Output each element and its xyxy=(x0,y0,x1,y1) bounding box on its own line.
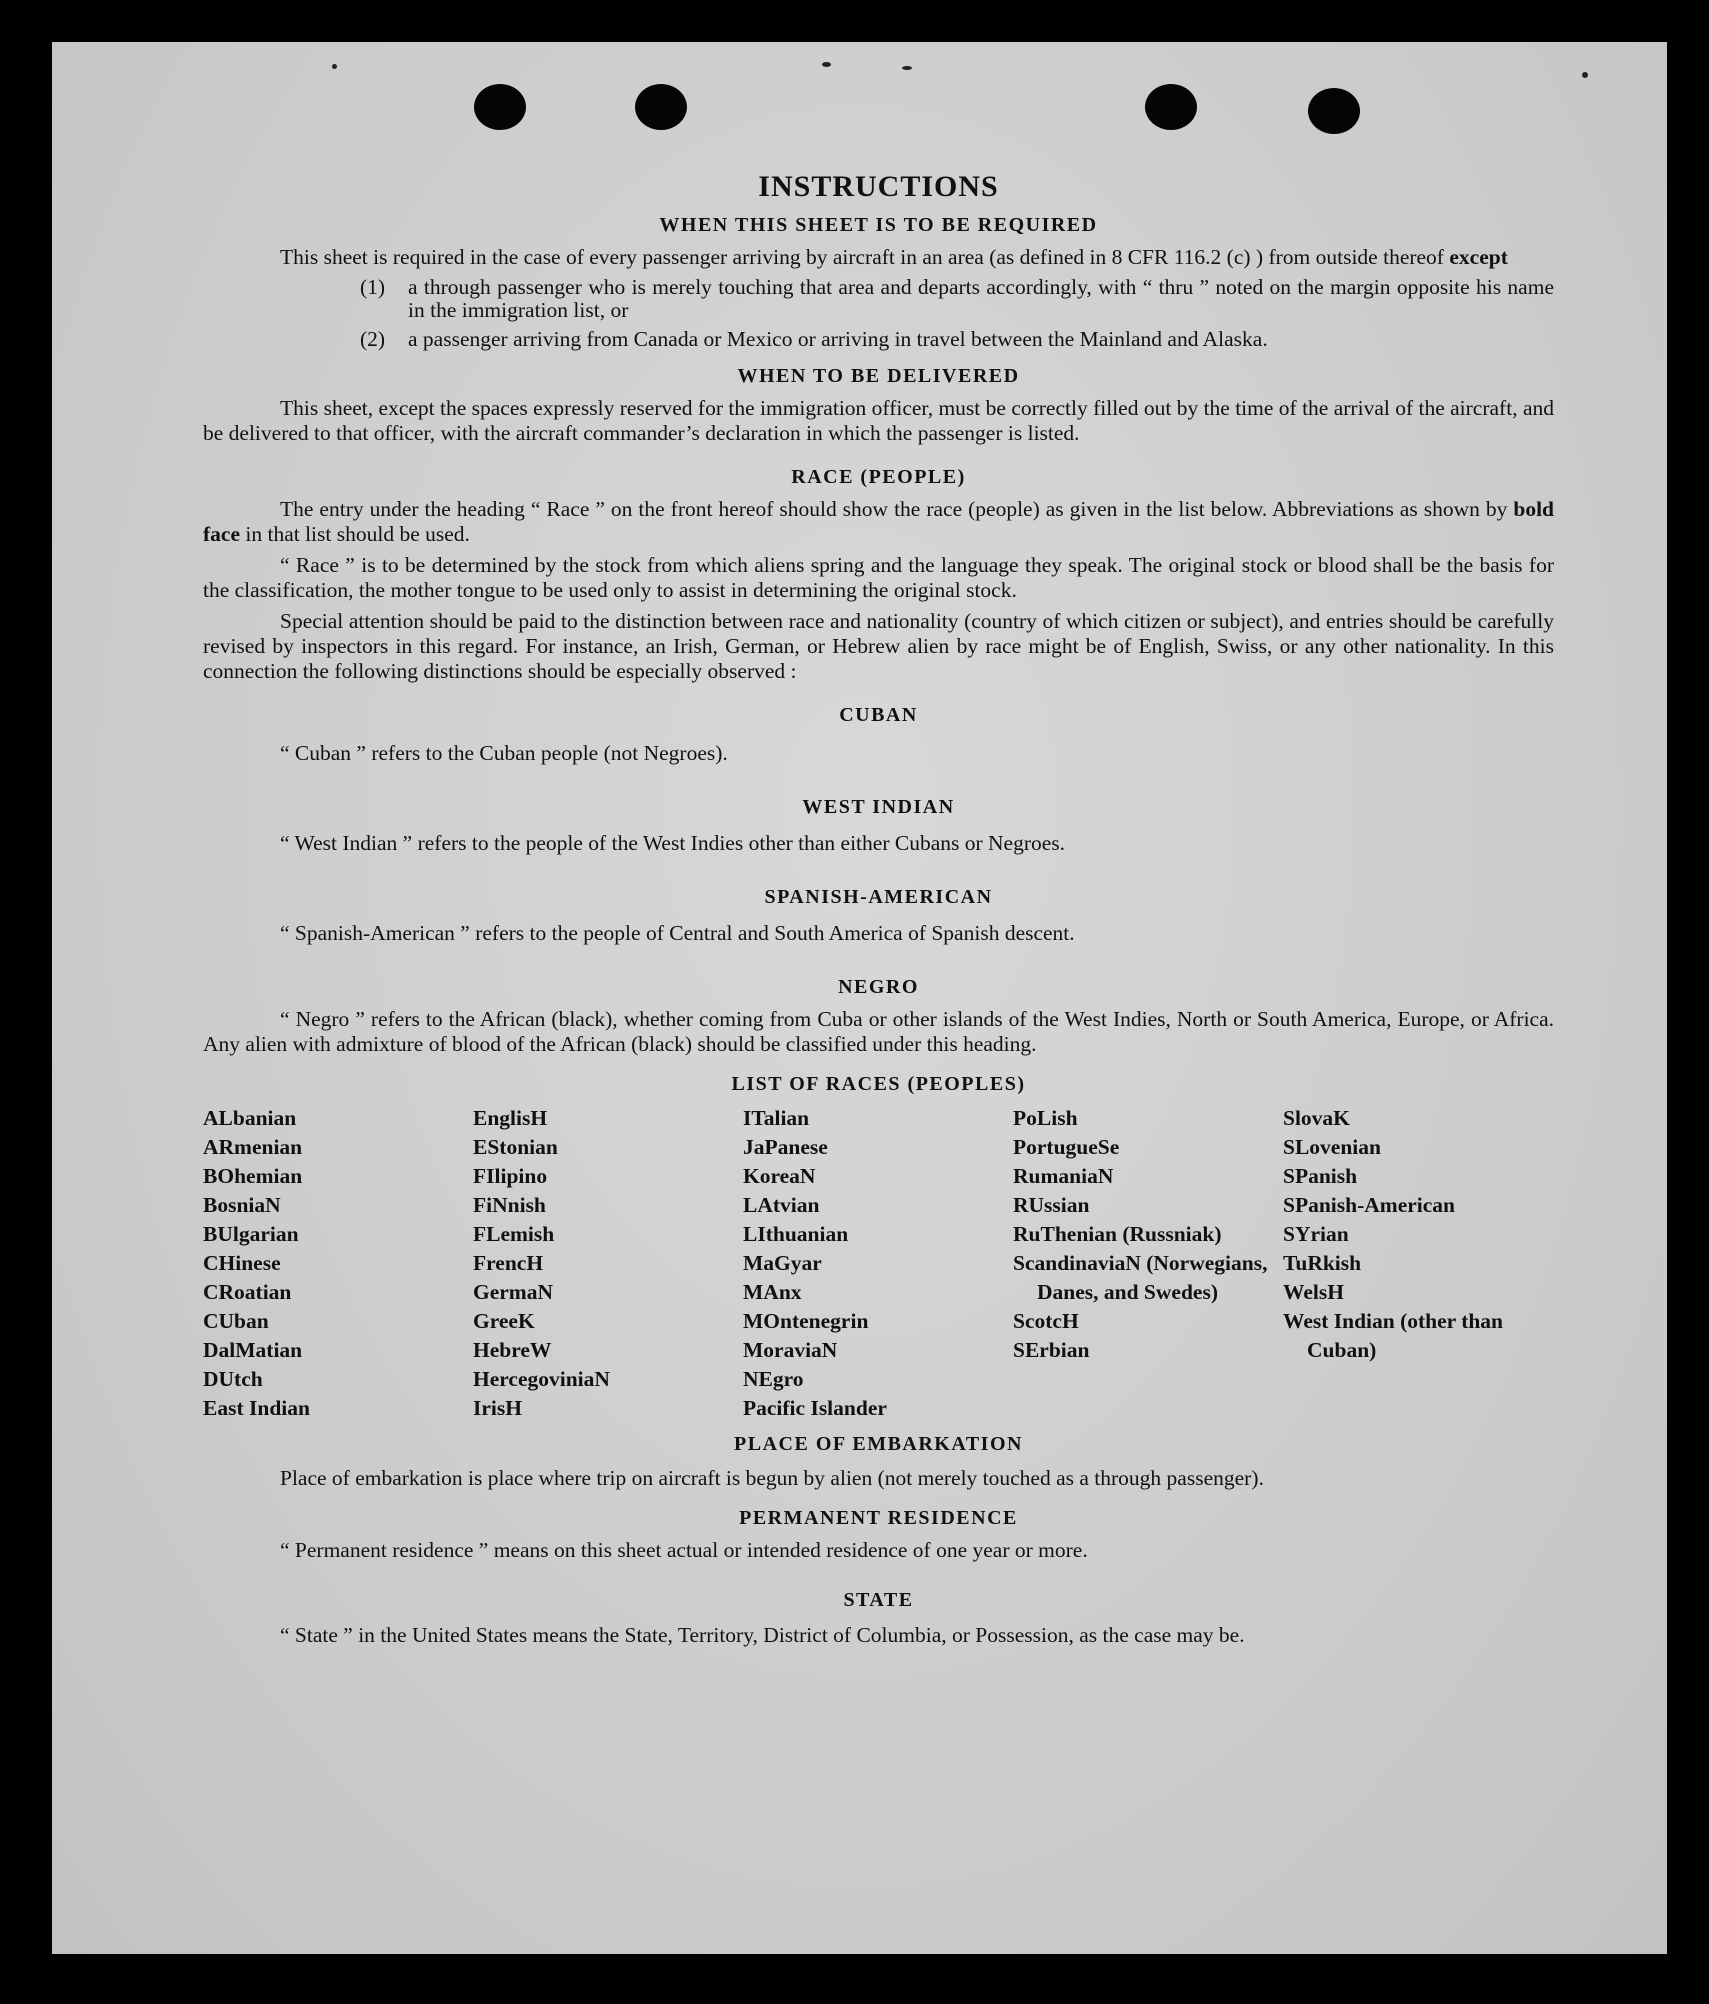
race-entry: ScotcH xyxy=(1013,1309,1079,1333)
race-entry: MOntenegrin xyxy=(743,1309,869,1333)
section-heading-embarkation: PLACE OF EMBARKATION xyxy=(734,1433,1023,1455)
cuban-text: “ Cuban ” refers to the Cuban people (not Negroes). xyxy=(280,741,728,765)
state-text: “ State ” in the United States means the State, Territory, District of Columbia, or Possession, as the case may be. xyxy=(280,1623,1245,1647)
section-heading-when-delivered: WHEN TO BE DELIVERED xyxy=(737,365,1020,387)
race-entry: SPanish xyxy=(1283,1164,1358,1188)
race-entry: SPanish-American xyxy=(1283,1193,1455,1217)
race-entry: SErbian xyxy=(1013,1338,1090,1362)
races-column-4 xyxy=(1013,1104,1283,1423)
race-paragraph-2: “ Race ” is to be determined by the stock from which aliens spring and the language they speak. The original stock or blood shall be the basis for the classification, the mother tongue to be used only to assist in determining the original stock. xyxy=(203,553,1554,602)
exception-item-2: (2) a passenger arriving from Canada or Mexico or arriving in travel between the Mainland and Alaska. xyxy=(360,327,1268,351)
section-heading-state: STATE xyxy=(843,1589,914,1611)
race-entry: KoreaN xyxy=(743,1164,816,1188)
race-entry: IrisH xyxy=(473,1396,522,1420)
race-paragraph-3: Special attention should be paid to the distinction between race and nationality (country of which citizen or subject), and entries should be carefully revised by inspectors in this regard. For instance, an Irish, German, or Hebrew alien by race might be of English, Swiss, or any other nationality. In this connection the following distinctions should be especially observed : xyxy=(203,609,1554,683)
race-entry: SYrian xyxy=(1283,1222,1349,1246)
race-entry: CUban xyxy=(203,1309,269,1333)
race-entry: BosniaN xyxy=(203,1193,281,1217)
race-entry: CRoatian xyxy=(203,1280,292,1304)
race-entry: Pacific Islander xyxy=(743,1396,887,1420)
race-entry: FrencH xyxy=(473,1251,544,1275)
race-entry: RumaniaN xyxy=(1013,1164,1114,1188)
speck xyxy=(902,66,912,70)
section-heading-residence: PERMANENT RESIDENCE xyxy=(739,1507,1018,1529)
race-entry: ARmenian xyxy=(203,1135,303,1159)
race-entry: GermaN xyxy=(473,1280,553,1304)
section-heading-cuban: CUBAN xyxy=(839,704,918,726)
race-entry: EnglisH xyxy=(473,1106,548,1130)
race-paragraph-1: The entry under the heading “ Race ” on the front hereof should show the race (people) as given in the list below. Abbreviations as shown by bold face in that list should be used. xyxy=(203,497,1554,546)
race-entry: GreeK xyxy=(473,1309,535,1333)
spanish-american-text: “ Spanish-American ” refers to the people of Central and South America of Spanish descent. xyxy=(280,921,1075,945)
race-entry: EStonian xyxy=(473,1135,558,1159)
race-entry: CHinese xyxy=(203,1251,281,1275)
race-entry: RUssian xyxy=(1013,1193,1090,1217)
race-entry: JaPanese xyxy=(743,1135,828,1159)
race-entry: BUlgarian xyxy=(203,1222,299,1246)
race-entry: West Indian (other than Cuban) xyxy=(1283,1309,1504,1362)
race-entry: FLemish xyxy=(473,1222,555,1246)
race-entry: SlovaK xyxy=(1283,1106,1350,1130)
speck xyxy=(1582,72,1588,78)
race-entry: MoraviaN xyxy=(743,1338,838,1362)
instructions-content xyxy=(203,170,1554,1650)
section-heading-spanish-american: SPANISH-AMERICAN xyxy=(764,886,993,908)
race-entry: TuRkish xyxy=(1283,1251,1362,1275)
section-heading-when-required: WHEN THIS SHEET IS TO BE REQUIRED xyxy=(659,214,1098,236)
race-entry: ALbanian xyxy=(203,1106,297,1130)
exception-item-1: (1) a through passenger who is merely touching that area and departs accordingly, with “ thru ” noted on the margin opposite his name in the immigration list, or xyxy=(360,275,1554,322)
races-column-5 xyxy=(1283,1104,1554,1423)
section-heading-race: RACE (PEOPLE) xyxy=(791,466,966,488)
section-heading-list-of-races: LIST OF RACES (PEOPLES) xyxy=(731,1073,1026,1095)
races-column-1 xyxy=(203,1104,473,1423)
race-entry: WelsH xyxy=(1283,1280,1344,1304)
race-entry: DUtch xyxy=(203,1367,263,1391)
race-entry: LAtvian xyxy=(743,1193,820,1217)
section-heading-west-indian: WEST INDIAN xyxy=(802,796,955,818)
race-entry: LIthuanian xyxy=(743,1222,849,1246)
document-page xyxy=(52,42,1667,1954)
race-entry: RuThenian (Russniak) xyxy=(1013,1222,1222,1246)
race-entry: NEgro xyxy=(743,1367,804,1391)
page-title: INSTRUCTIONS xyxy=(758,170,999,203)
race-entry: DalMatian xyxy=(203,1338,303,1362)
race-entry: HercegoviniaN xyxy=(473,1367,610,1391)
races-table xyxy=(203,1104,1554,1423)
speck xyxy=(332,64,337,69)
race-entry: MaGyar xyxy=(743,1251,822,1275)
west-indian-text: “ West Indian ” refers to the people of the West Indies other than either Cubans or Negroes. xyxy=(280,831,1066,855)
when-required-intro: This sheet is required in the case of every passenger arriving by aircraft in an area (as defined in 8 CFR 116.2 (c) ) from outside thereof except xyxy=(280,245,1508,269)
race-entry: SLovenian xyxy=(1283,1135,1381,1159)
punch-hole xyxy=(474,84,526,130)
residence-text: “ Permanent residence ” means on this sheet actual or intended residence of one year or more. xyxy=(280,1538,1088,1562)
when-delivered-text: This sheet, except the spaces expressly reserved for the immigration officer, must be correctly filled out by the time of the arrival of the aircraft, and be delivered to that officer, with the aircraft commander’s declaration in which the passenger is listed. xyxy=(203,396,1554,445)
speck xyxy=(822,62,831,67)
race-entry: PortugueSe xyxy=(1013,1135,1120,1159)
races-column-3 xyxy=(743,1104,1013,1423)
embarkation-text: Place of embarkation is place where trip on aircraft is begun by alien (not merely touched as a through passenger). xyxy=(280,1466,1264,1490)
race-entry: HebreW xyxy=(473,1338,552,1362)
race-entry: PoLish xyxy=(1013,1106,1078,1130)
section-heading-negro: NEGRO xyxy=(838,976,919,998)
race-entry: FIlipino xyxy=(473,1164,548,1188)
race-entry: MAnx xyxy=(743,1280,802,1304)
race-entry: ITalian xyxy=(743,1106,810,1130)
race-entry: FiNnish xyxy=(473,1193,546,1217)
race-entry: ScandinaviaN (Norwegians, Danes, and Swedes) xyxy=(1013,1251,1268,1304)
race-entry: East Indian xyxy=(203,1396,310,1420)
negro-text: “ Negro ” refers to the African (black), whether coming from Cuba or other islands of the West Indies, North or South America, Europe, or Africa. Any alien with admixture of blood of the African (black) should be classified under this heading. xyxy=(203,1007,1554,1056)
race-entry: BOhemian xyxy=(203,1164,303,1188)
races-column-2 xyxy=(473,1104,743,1423)
